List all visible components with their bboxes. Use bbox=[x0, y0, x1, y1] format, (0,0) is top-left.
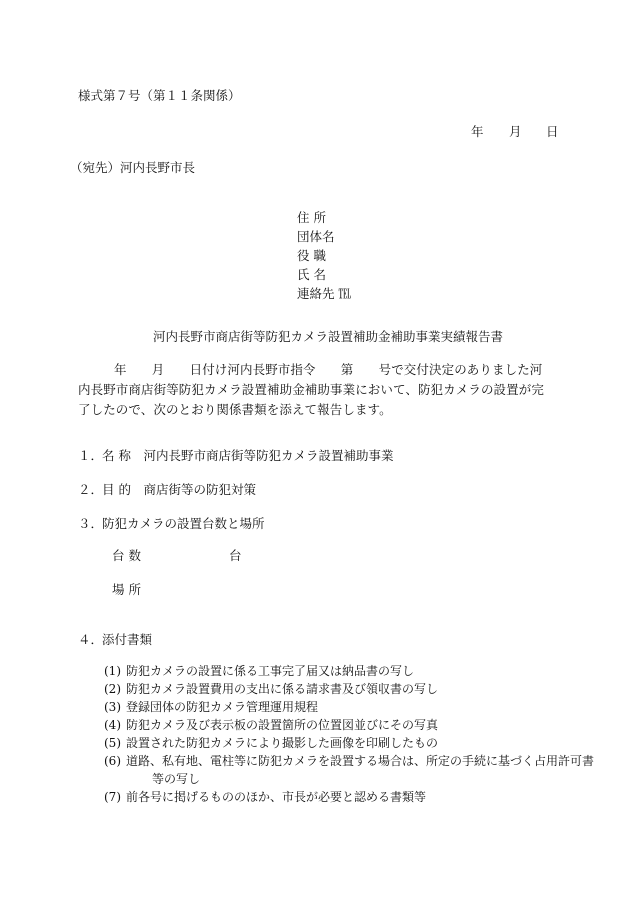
attachment-number: (2) bbox=[104, 682, 121, 696]
attachment-item bbox=[104, 752, 594, 769]
attachment-text: 設置された防犯カメラにより撮影した画像を印刷したもの bbox=[126, 736, 439, 750]
attachment-number: (4) bbox=[104, 718, 121, 732]
attachment-number: (1) bbox=[104, 664, 121, 678]
attachment-item bbox=[104, 788, 426, 805]
date-day-label: 日 bbox=[546, 124, 559, 139]
attachment-number: (3) bbox=[104, 700, 121, 714]
attachment-text: 道路、私有地、電柱等に防犯カメラを設置する場合は、所定の手続に基づく占用許可書 bbox=[126, 754, 595, 768]
section-number: １． bbox=[78, 448, 104, 463]
attachment-number: (5) bbox=[104, 736, 121, 750]
form-number: 様式第７号（第１１条関係） bbox=[78, 88, 241, 103]
install-count-unit: 台 bbox=[229, 548, 242, 563]
attachment-number: (7) bbox=[104, 790, 121, 804]
applicant-address-label: 住 所 bbox=[297, 210, 326, 225]
attachment-text: 防犯カメラ及び表示板の設置箇所の位置図並びにその写真 bbox=[126, 718, 439, 732]
attachment-text: 防犯カメラの設置に係る工事完了届又は納品書の写し bbox=[126, 664, 415, 678]
section-camera-count-place bbox=[78, 514, 265, 532]
attachment-text: 登録団体の防犯カメラ管理運用規程 bbox=[126, 700, 319, 714]
section-text: 名 称 河内長野市商店街等防犯カメラ設置補助事業 bbox=[102, 448, 394, 463]
section-text: 目 的 商店街等の防犯対策 bbox=[102, 482, 256, 497]
report-body: 年 月 日付け河内長野市指令 第 号で交付決定のありました河内長野市商店街等防犯カメラ設置補助金補助事業において、防犯カメラの設置が完了したので、次のとおり関係書類を添えて報告します。 bbox=[78, 362, 544, 417]
attachment-item bbox=[104, 698, 318, 715]
attachment-number: (6) bbox=[104, 754, 121, 768]
section-number: ２． bbox=[78, 482, 104, 497]
applicant-position-label: 役 職 bbox=[297, 248, 326, 263]
attachment-text: 前各号に掲げるもののほか、市長が必要と認める書類等 bbox=[126, 790, 427, 804]
applicant-contact-label: 連絡先 ℡ bbox=[297, 286, 351, 301]
attachment-item bbox=[104, 662, 414, 679]
section-text: 防犯カメラの設置台数と場所 bbox=[102, 516, 265, 531]
attachment-item bbox=[104, 716, 438, 733]
section-attachments bbox=[78, 630, 152, 648]
document-title: 河内長野市商店街等防犯カメラ設置補助金補助事業実績報告書 bbox=[153, 329, 504, 344]
section-purpose bbox=[78, 480, 256, 498]
applicant-organization-label: 団体名 bbox=[297, 229, 335, 244]
attachment-text: 防犯カメラ設置費用の支出に係る請求書及び領収書の写し bbox=[126, 682, 439, 696]
section-number: ４． bbox=[78, 632, 104, 647]
date-month-label: 月 bbox=[509, 124, 522, 139]
addressee: （宛先）河内長野市長 bbox=[70, 160, 196, 175]
section-name bbox=[78, 446, 393, 464]
applicant-name-label: 氏 名 bbox=[297, 267, 326, 282]
section-text: 添付書類 bbox=[102, 632, 153, 647]
date-year-label: 年 bbox=[471, 124, 484, 139]
attachment-item-continuation: 等の写し bbox=[152, 772, 201, 786]
section-number: ３． bbox=[78, 516, 104, 531]
attachment-item bbox=[104, 734, 438, 751]
install-place-label: 場 所 bbox=[112, 582, 141, 597]
install-count-label: 台 数 bbox=[112, 548, 141, 563]
attachment-item bbox=[104, 680, 438, 697]
